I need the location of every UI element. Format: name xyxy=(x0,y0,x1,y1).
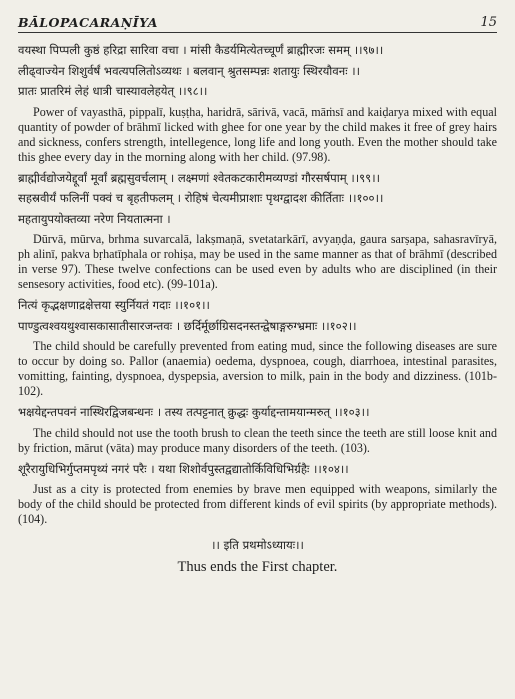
sanskrit-verse-98a: लीढ्वाज्येन शिशुर्वर्षं भवत्यपलितोऽव्यथः । बलवान् श्रुतसम्पन्नः शतायुः स्थिरयौवनः ।। xyxy=(18,63,361,78)
sanskrit-verse-99: ब्राह्मीर्वद्योजयेद्दूर्वां मूर्वां ब्रह्मसुवर्चलाम् । लक्ष्मणां श्वेतकटकारीमव्यण्डां गौरसर्षपाम् ।।९९।। xyxy=(18,170,380,185)
running-head: BĀLOPACARAṆĪYA xyxy=(18,15,158,30)
sanskrit-verse-104: शूरैरायुधिभिर्गुप्तमपृथ्यं नगरं परैः । यथा शिशोर्वपुस्तद्वद्यातोर्किविधिभिर्ग्रहैः ।।१०४।। xyxy=(18,461,349,476)
page-header xyxy=(18,6,497,33)
page-number: 15 xyxy=(480,15,497,30)
translation-99-101a: Dūrvā, mūrva, brhma suvarcalā, lakṣmaṇā, svetatarkārī, avyaṇḍa, gaura sarṣapa, sahasravīryā, ph alinī, pakva bṛhatīphala or rohiṣa, may be used in the same manner as that of brāhmī (described in verse 97). These twelve confections can be used even by adults who are disciplined (in their sensesory activities, food etc). (99-101a). xyxy=(18,232,497,291)
translation-97-98: Power of vayasthā, pippalī, kuṣṭha, haridrā, sārivā, vacā, māṁsī and kaiḍarya mixed with equal quantity of powder of brāhmī licked with ghee for one year by the child makes it free of grey hairs and sickness, confers strength, intellegence, long life and long youth. Even the mother should take this ghee every day in the morning along with her child. (97.98). xyxy=(18,104,497,164)
sanskrit-verse-97: वयस्था पिप्पली कुष्ठं हरिद्रा सारिवा वचा । मांसी कैडर्यमित्येतच्चूर्णं ब्राह्मीरजः समम् ।।९७।। xyxy=(18,43,384,57)
sanskrit-verse-101b: नित्यं कृद्भक्षणाद्रक्षेत्तया स्युर्नियतं गदाः ।।१०१।। xyxy=(18,298,210,312)
chapter-end-english: Thus ends the First chapter. xyxy=(177,559,338,575)
translation-101b-102: The child should be carefully prevented from eating mud, since the following diseases are sure to occur by doing so. Pallor (anaemia) oedema, dyspnoea, cough, diarrhoea, intestinal parasites, vomitting, fainting, dyspnoea, dyspepsia, aversion to milk, pain in the body and dizziness. (101b-102). xyxy=(18,339,497,398)
page-content xyxy=(18,33,497,577)
sanskrit-verse-100: सहस्रवीर्यं फलिनीं पक्वं च बृहतीफलम् । रोहिषं चेत्यमीप्राशाः पृथग्द्वादश कीर्तिताः ।।१००।। xyxy=(18,191,384,205)
translation-103: The child should not use the tooth brush to clean the teeth since the teeth are still loose knit and by friction, mārut (vāta) may produce many disorders of the teeth. (103). xyxy=(18,425,497,455)
translation-104: Just as a city is protected from enemies by brave men equipped with weapons, similarly the body of the child should be protected from different kinds of evil spirits (by appropriate methods). (104). xyxy=(18,482,497,526)
sanskrit-verse-98b: प्रातः प्रातरिमं लेहं धात्री चास्यावलेहयेत् ।।९८।। xyxy=(18,84,208,98)
sanskrit-verse-102: पाण्डुत्वश्वयथुश्वासकासातीसारजन्तवः । छर्दिर्मूर्छाग्रिसदनस्तन्द्वेषाङ्गरुग्भ्रमाः ।।१०२।। xyxy=(18,318,357,333)
sanskrit-verse-103: भक्षयेद्दन्तपवनं नास्थिरद्विजबन्धनः । तस्य तत्पट्टनात् क्रुद्धः कुर्याद्दन्तामयान्मरुत् ।।१०३।। xyxy=(18,405,370,419)
chapter-end-sanskrit: ।। इति प्रथमोऽध्यायः।। xyxy=(211,538,304,552)
sanskrit-verse-101a: महतायुपयोक्तव्या नरेण नियतात्मना । xyxy=(18,211,171,226)
